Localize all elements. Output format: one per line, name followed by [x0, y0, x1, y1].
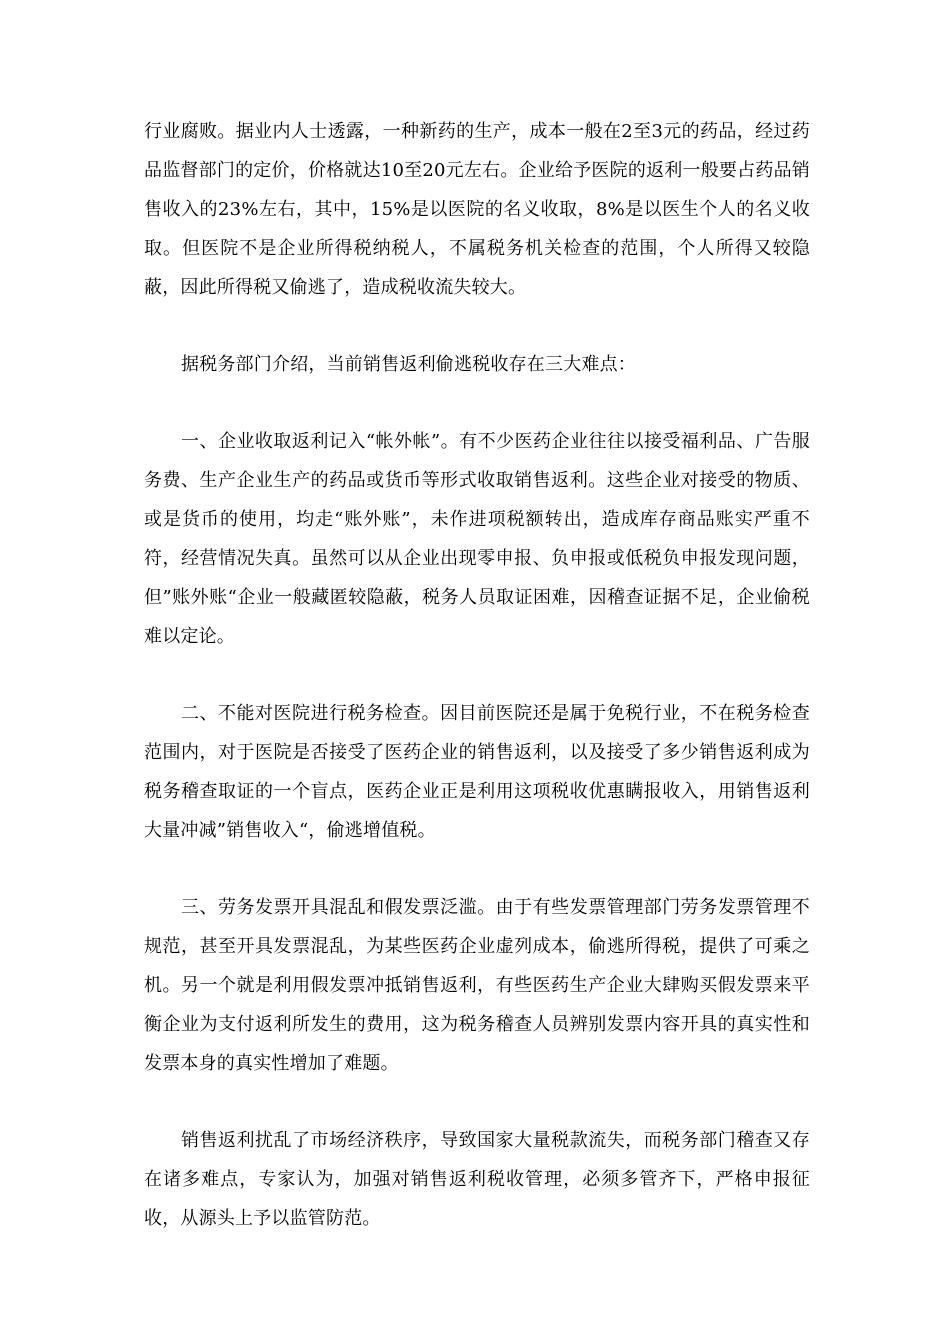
paragraph-conclusion: 销售返利扰乱了市场经济秩序，导致国家大量税款流失，而税务部门稽查又存在诸多难点，专家认为，加强对销售返利税收管理，必须多管齐下，严格申报征收，从源头上予以监管防范。 [144, 1130, 810, 1229]
paragraph-gap [144, 656, 810, 694]
paragraph-gap [144, 384, 810, 422]
paragraph-gap [144, 850, 810, 888]
paragraph-point-one: 一、企业收取返利记入“帐外帐”。有不少医药企业往往以接受福利品、广告服务费、生产企业生产的药品或货币等形式收取销售返利。这些企业对接受的物质、或是货币的使用，均走“账外账”，未作进项税额转出，造成库存商品账实严重不符，经营情况失真。虽然可以从企业出现零申报、负申报或低税负申报发现问题，但”账外账“企业一般藏匿较隐蔽，税务人员取证困难，因稽查证据不足，企业偷税难以定论。 [144, 431, 810, 647]
paragraph-gap [144, 1083, 810, 1121]
document-page [144, 112, 810, 1238]
paragraph-intro: 据税务部门介绍，当前销售返利偷逃税收存在三大难点： [181, 354, 636, 375]
paragraph-point-three: 三、劳务发票开具混乱和假发票泛滥。由于有些发票管理部门劳务发票管理不规范，甚至开具发票混乱，为某些医药企业虚列成本，偷逃所得税，提供了可乘之机。另一个就是利用假发票冲抵销售返利，有些医药生产企业大肆购买假发票来平衡企业为支付返利所发生的费用，这为税务稽查人员辨别发票内容开具的真实性和发票本身的真实性增加了难题。 [144, 897, 810, 1074]
paragraph-point-two: 二、不能对医院进行税务检查。因目前医院还是属于免税行业，不在税务检查范围内，对于医院是否接受了医药企业的销售返利，以及接受了多少销售返利成为税务稽查取证的一个盲点，医药企业正是利用这项税收优惠瞒报收入，用销售返利大量冲减”销售收入“，偷逃增值税。 [144, 703, 810, 841]
paragraph-continuation: 行业腐败。据业内人士透露，一种新药的生产，成本一般在2至3元的药品，经过药品监督部门的定价，价格就达10至20元左右。企业给予医院的返利一般要占药品销售收入的23%左右，其中，15%是以医院的名义收取，8%是以医生个人的名义收取。但医院不是企业所得税纳税人，不属税务机关检查的范围，个人所得又较隐蔽，因此所得税又偷逃了，造成税收流失较大。 [144, 121, 810, 298]
paragraph-gap [144, 307, 810, 345]
